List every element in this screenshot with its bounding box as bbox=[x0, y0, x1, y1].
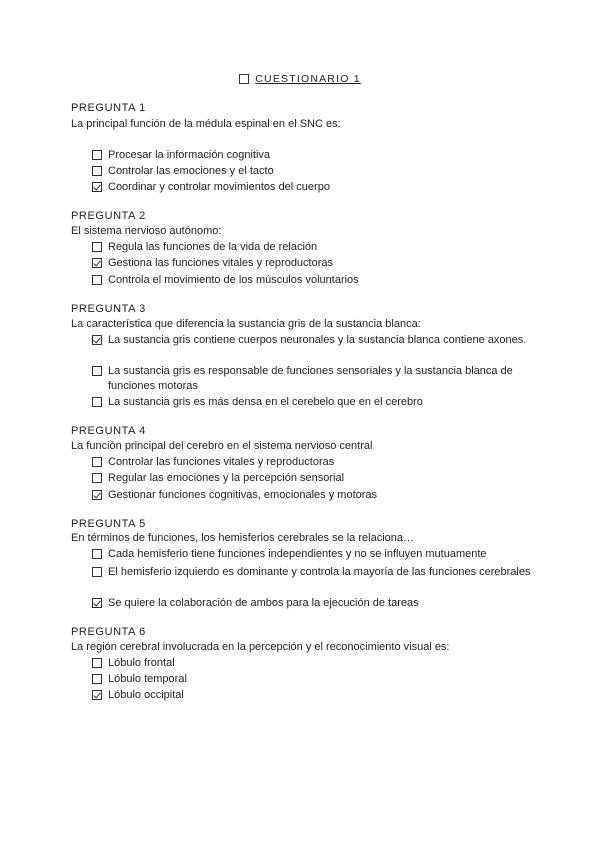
checkbox[interactable] bbox=[92, 242, 102, 252]
checkbox[interactable] bbox=[92, 674, 102, 684]
checkbox-checked[interactable] bbox=[92, 490, 102, 500]
checkbox-checked[interactable] bbox=[92, 335, 102, 345]
answer-option[interactable] bbox=[92, 488, 532, 503]
checkbox-checked[interactable] bbox=[92, 690, 102, 700]
answer-option[interactable] bbox=[92, 164, 532, 179]
question-prompt: El sistema nervioso autónomo: bbox=[71, 225, 222, 237]
option-label: Coordinar y controlar movimientos del cuerpo bbox=[108, 181, 330, 193]
answer-option[interactable] bbox=[92, 256, 532, 271]
title-text: CUESTIONARIO 1 bbox=[255, 73, 361, 85]
option-label: Controla el movimiento de los músculos voluntarios bbox=[108, 274, 359, 286]
answer-option[interactable] bbox=[92, 240, 532, 255]
option-label: Lóbulo temporal bbox=[108, 673, 187, 685]
checkbox-checked[interactable] bbox=[92, 258, 102, 268]
option-label: Se quiere la colaboración de ambos para la ejecución de tareas bbox=[108, 597, 419, 609]
question-heading: PREGUNTA 5 bbox=[71, 518, 146, 530]
answer-option[interactable] bbox=[92, 547, 532, 562]
question-prompt: La función principal del cerebro en el sistema nervioso central bbox=[71, 440, 373, 452]
question-heading: PREGUNTA 3 bbox=[71, 303, 146, 315]
answer-option[interactable] bbox=[92, 180, 532, 195]
question-prompt: La región cerebral involucrada en la percepción y el reconocimiento visual es: bbox=[71, 641, 450, 653]
option-label: Lóbulo frontal bbox=[108, 657, 175, 669]
title-checkbox[interactable] bbox=[239, 74, 249, 84]
answer-option[interactable] bbox=[92, 471, 532, 486]
option-label: Cada hemisferio tiene funciones independientes y no se influyen mutuamente bbox=[108, 548, 487, 560]
answer-option[interactable] bbox=[92, 656, 532, 671]
checkbox[interactable] bbox=[92, 473, 102, 483]
answer-option[interactable] bbox=[92, 333, 532, 348]
answer-option[interactable] bbox=[92, 273, 532, 288]
option-label: Gestiona las funciones vitales y reproductoras bbox=[108, 257, 334, 269]
question-heading: PREGUNTA 2 bbox=[71, 210, 146, 222]
answer-option[interactable] bbox=[92, 688, 532, 703]
option-label: Gestionar funciones cognitivas, emocionales y motoras bbox=[108, 489, 378, 501]
question-prompt: En términos de funciones, los hemisferios cerebrales se la relaciona… bbox=[71, 532, 414, 544]
question-prompt: La principal función de la médula espinal en el SNC es: bbox=[71, 118, 341, 130]
checkbox[interactable] bbox=[92, 397, 102, 407]
question-prompt: La característica que diferencia la sustancia gris de la sustancia blanca: bbox=[71, 318, 421, 330]
checkbox[interactable] bbox=[92, 275, 102, 285]
option-label: Lóbulo occipital bbox=[108, 689, 184, 701]
answer-option[interactable] bbox=[92, 148, 532, 163]
option-label: La sustancia gris es responsable de funciones sensoriales y la sustancia blanca de funciones motoras bbox=[108, 365, 513, 392]
question-heading: PREGUNTA 1 bbox=[71, 102, 146, 114]
option-label: Regula las funciones de la vida de relación bbox=[108, 241, 318, 253]
checkbox[interactable] bbox=[92, 150, 102, 160]
option-label: Regular las emociones y la percepción sensorial bbox=[108, 472, 345, 484]
checkbox[interactable] bbox=[92, 166, 102, 176]
answer-option[interactable] bbox=[92, 565, 532, 580]
question-heading: PREGUNTA 4 bbox=[71, 425, 146, 437]
answer-option[interactable] bbox=[92, 596, 532, 611]
option-label: La sustancia gris contiene cuerpos neuronales y la sustancia blanca contiene axones. bbox=[108, 334, 527, 346]
option-label: Controlar las funciones vitales y reproductoras bbox=[108, 456, 335, 468]
checkbox-checked[interactable] bbox=[92, 598, 102, 608]
document-title bbox=[0, 73, 600, 85]
checkbox[interactable] bbox=[92, 549, 102, 559]
checkbox[interactable] bbox=[92, 366, 102, 376]
question-heading: PREGUNTA 6 bbox=[71, 626, 146, 638]
answer-option[interactable] bbox=[92, 364, 532, 394]
checkbox[interactable] bbox=[92, 567, 102, 577]
checkbox-checked[interactable] bbox=[92, 182, 102, 192]
answer-option[interactable] bbox=[92, 455, 532, 470]
option-label: La sustancia gris es más densa en el cerebelo que en el cerebro bbox=[108, 396, 423, 408]
option-label: El hemisferio izquierdo es dominante y controla la mayoría de las funciones cerebrales bbox=[108, 566, 531, 578]
checkbox[interactable] bbox=[92, 457, 102, 467]
option-label: Procesar la información cognitiva bbox=[108, 149, 271, 161]
option-label: Controlar las emociones y el tacto bbox=[108, 165, 274, 177]
checkbox[interactable] bbox=[92, 658, 102, 668]
answer-option[interactable] bbox=[92, 395, 532, 410]
answer-option[interactable] bbox=[92, 672, 532, 687]
